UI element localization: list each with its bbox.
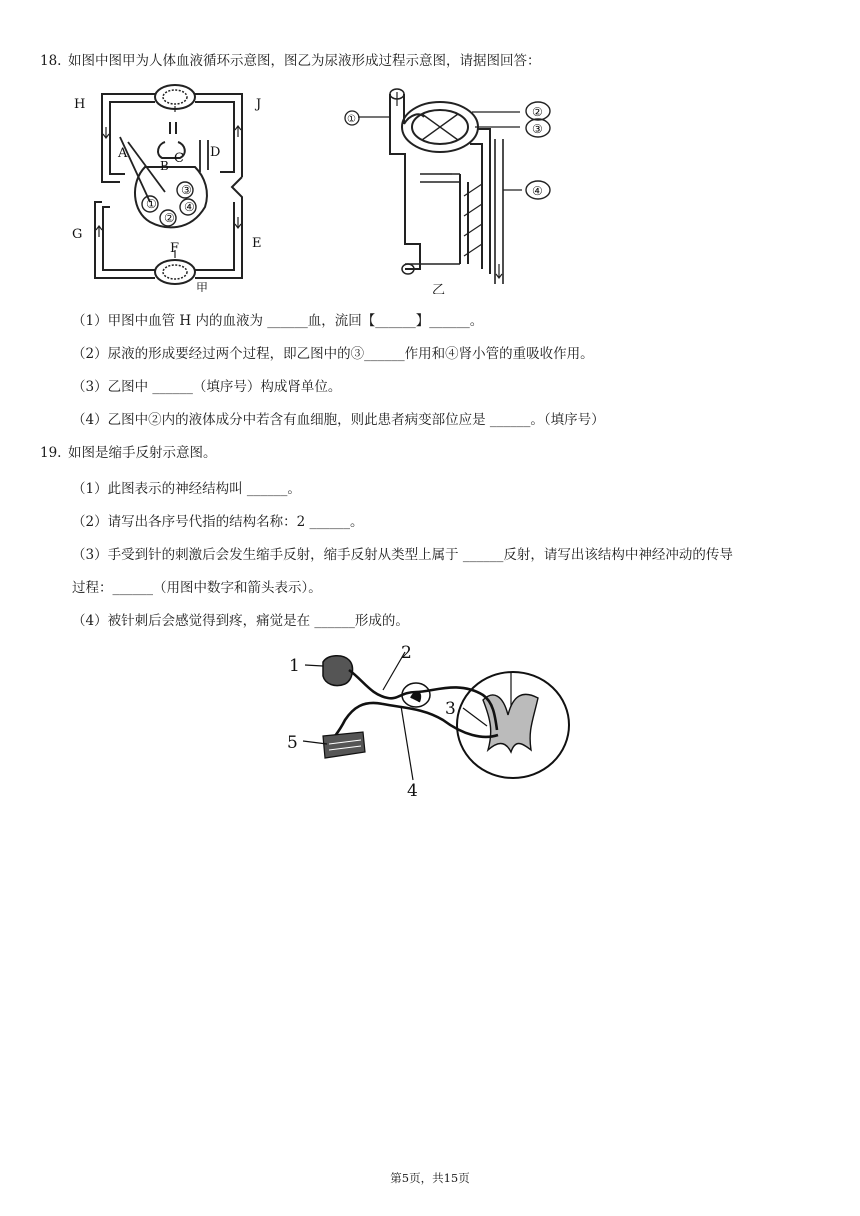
q19-stem: 如图是缩手反射示意图。 xyxy=(68,445,217,461)
q18-title xyxy=(40,52,541,70)
jia-label-A: A xyxy=(118,146,128,161)
q18-number: 18. xyxy=(40,53,62,69)
q18-sub-2: （2）尿液的形成要经过两个过程，即乙图中的③______作用和④肾小管的重吸收作用。 xyxy=(72,346,594,362)
yi-circle-2: ② xyxy=(532,105,543,119)
q19-sub-2: （2）请写出各序号代指的结构名称：2 ______。 xyxy=(72,514,364,530)
jia-circle-2: ② xyxy=(164,211,175,225)
q19-sub-4: （4）被针刺后会感觉得到疼，痛觉是在 ______形成的。 xyxy=(72,613,409,629)
reflex-label-3: 3 xyxy=(445,699,456,719)
figure-jia-circulation xyxy=(70,82,270,292)
reflex-label-4: 4 xyxy=(407,781,418,800)
q19-sub-1: （1）此图表示的神经结构叫 ______。 xyxy=(72,481,301,497)
jia-label-D: D xyxy=(210,145,221,160)
jia-label-G: G xyxy=(72,227,83,242)
jia-label-C: C xyxy=(174,151,184,166)
reflex-label-1: 1 xyxy=(289,656,300,676)
jia-label-F: F xyxy=(170,241,180,256)
reflex-label-2: 2 xyxy=(401,643,412,663)
q19-sub-3-cont: 过程：______（用图中数字和箭头表示）。 xyxy=(72,580,322,596)
q19-sub-3: （3）手受到针的刺激后会发生缩手反射，缩手反射从类型上属于 ______反射，请写出该结构中神经冲动的传导 xyxy=(72,547,733,563)
jia-circle-4: ④ xyxy=(184,200,195,214)
jia-label-B: B xyxy=(160,159,169,173)
jia-caption: 甲 xyxy=(196,281,209,292)
yi-circle-3: ③ xyxy=(532,122,543,136)
jia-circle-1: ① xyxy=(146,197,157,211)
jia-label-H: H xyxy=(74,97,86,112)
jia-circle-3: ③ xyxy=(181,183,192,197)
yi-circle-1: ① xyxy=(347,114,356,125)
q18-sub-1: （1）甲图中血管 H 内的血液为 ______血，流回【______】______。 xyxy=(72,313,484,329)
yi-circle-4: ④ xyxy=(532,184,543,198)
jia-label-J: J xyxy=(256,97,262,112)
q18-sub-4: （4）乙图中②内的液体成分中若含有血细胞，则此患者病变部位应是 ______。（填序号） xyxy=(72,412,605,428)
figure-yi-nephron xyxy=(340,84,560,294)
q18-stem: 如图中图甲为人体血液循环示意图，图乙为尿液形成过程示意图，请据图回答： xyxy=(68,53,541,69)
yi-caption: 乙 xyxy=(432,283,446,294)
page-footer: 第5页，共15页 xyxy=(390,1171,470,1185)
reflex-label-5: 5 xyxy=(287,733,298,753)
q19-number: 19. xyxy=(40,445,62,461)
q19-title xyxy=(40,444,217,462)
q18-sub-3: （3）乙图中 ______（填序号）构成肾单位。 xyxy=(72,379,342,395)
figure-reflex-arc xyxy=(283,640,583,800)
jia-label-E: E xyxy=(252,236,262,251)
